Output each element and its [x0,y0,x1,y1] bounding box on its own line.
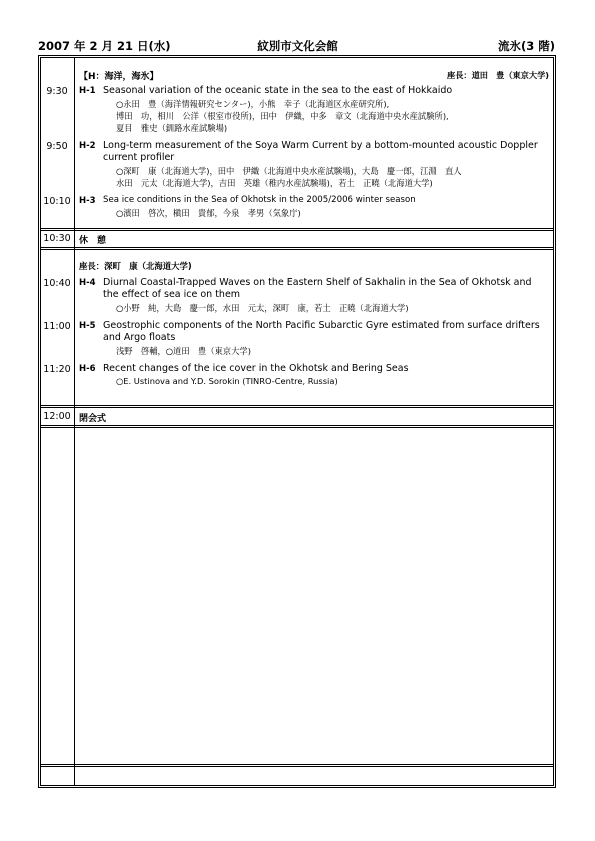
row-divider-closing-bottom [40,425,554,428]
row-divider-break-bottom [40,247,554,250]
talk-title: Sea ice conditions in the Sea of Okhotsk in the 2005/2006 winter season [103,195,416,205]
talk-title-continued: current profiler [103,152,175,163]
talk-authors: 博田 功，相川 公洋（根室市役所)，田中 伊織，中多 章文（北海道中央水産試験所), [116,111,449,121]
talk-authors: ○深町 康（北海道大学)，田中 伊織（北海道中央水産試験場)，大島 慶一郎，江淵 直人 [116,166,462,176]
talk-code: H-1 [79,86,96,96]
talk-authors: ○E. Ustinova and Y.D. Sorokin (TINRO-Centre, Russia) [116,376,338,386]
talk-time: 10:10 [43,196,71,207]
talk-time: 11:20 [43,364,71,375]
talk-authors: ○小野 純，大島 慶一郎，水田 元太，深町 康，若土 正曉（北海道大学) [116,303,409,313]
talk-authors: 浅野 啓輔，○道田 豊（東京大学) [116,346,251,356]
break-time: 10:30 [43,233,71,244]
session-label: 【H：海洋，海氷】 [79,72,159,82]
talk-title: Geostrophic components of the North Pacific Subarctic Gyre estimated from surface drifters [103,320,540,331]
talk-code: H-3 [79,196,96,206]
session-chair: 座長：道田 豊（東京大学) [447,70,549,80]
talk-authors: ○永田 豊（海洋情報研究センター)，小熊 幸子（北海道区水産研究所), [116,99,390,109]
talk-time: 10:40 [43,278,71,289]
room-name: 流氷(3 階) [497,39,555,53]
talk-authors: ○濱田 啓次，槇田 貴郁，今泉 孝男（気象庁) [116,208,301,218]
time-column-divider [74,57,75,786]
talk-code: H-4 [79,278,96,288]
talk-title: Long-term measurement of the Soya Warm Current by a bottom-mounted acoustic Doppler [103,140,538,151]
talk-code: H-6 [79,364,96,374]
closing-label: 閉会式 [79,414,107,424]
talk-authors: 夏目 雅史（釧路水産試験場) [116,123,228,133]
row-divider-break-top [40,228,554,231]
talk-time: 9:50 [46,141,68,152]
talk-title-continued: and Argo floats [103,332,176,343]
venue-name: 紋別市文化会館 [257,39,338,53]
schedule-date: 2007 年 2 月 21 日(水) [38,39,171,53]
talk-code: H-2 [79,141,96,151]
closing-time: 12:00 [43,411,71,422]
talk-title: Seasonal variation of the oceanic state in the sea to the east of Hokkaido [103,85,453,96]
talk-title-continued: the effect of sea ice on them [103,289,241,300]
break-label: 休 憩 [79,236,107,246]
talk-title: Recent changes of the ice cover in the Okhotsk and Bering Seas [103,363,409,374]
talk-time: 11:00 [43,321,71,332]
session-chair: 座長：深町 康（北海道大学) [79,261,192,271]
row-divider-footer [40,764,554,767]
talk-code: H-5 [79,321,96,331]
talk-authors: 水田 元太（北海道大学)，吉田 英雄（稚内水産試験場)，若土 正曉（北海道大学) [116,178,433,188]
talk-time: 9:30 [46,86,68,97]
talk-title: Diurnal Coastal-Trapped Waves on the Eastern Shelf of Sakhalin in the Sea of Okhotsk and [103,277,532,288]
row-divider-closing-top [40,405,554,408]
